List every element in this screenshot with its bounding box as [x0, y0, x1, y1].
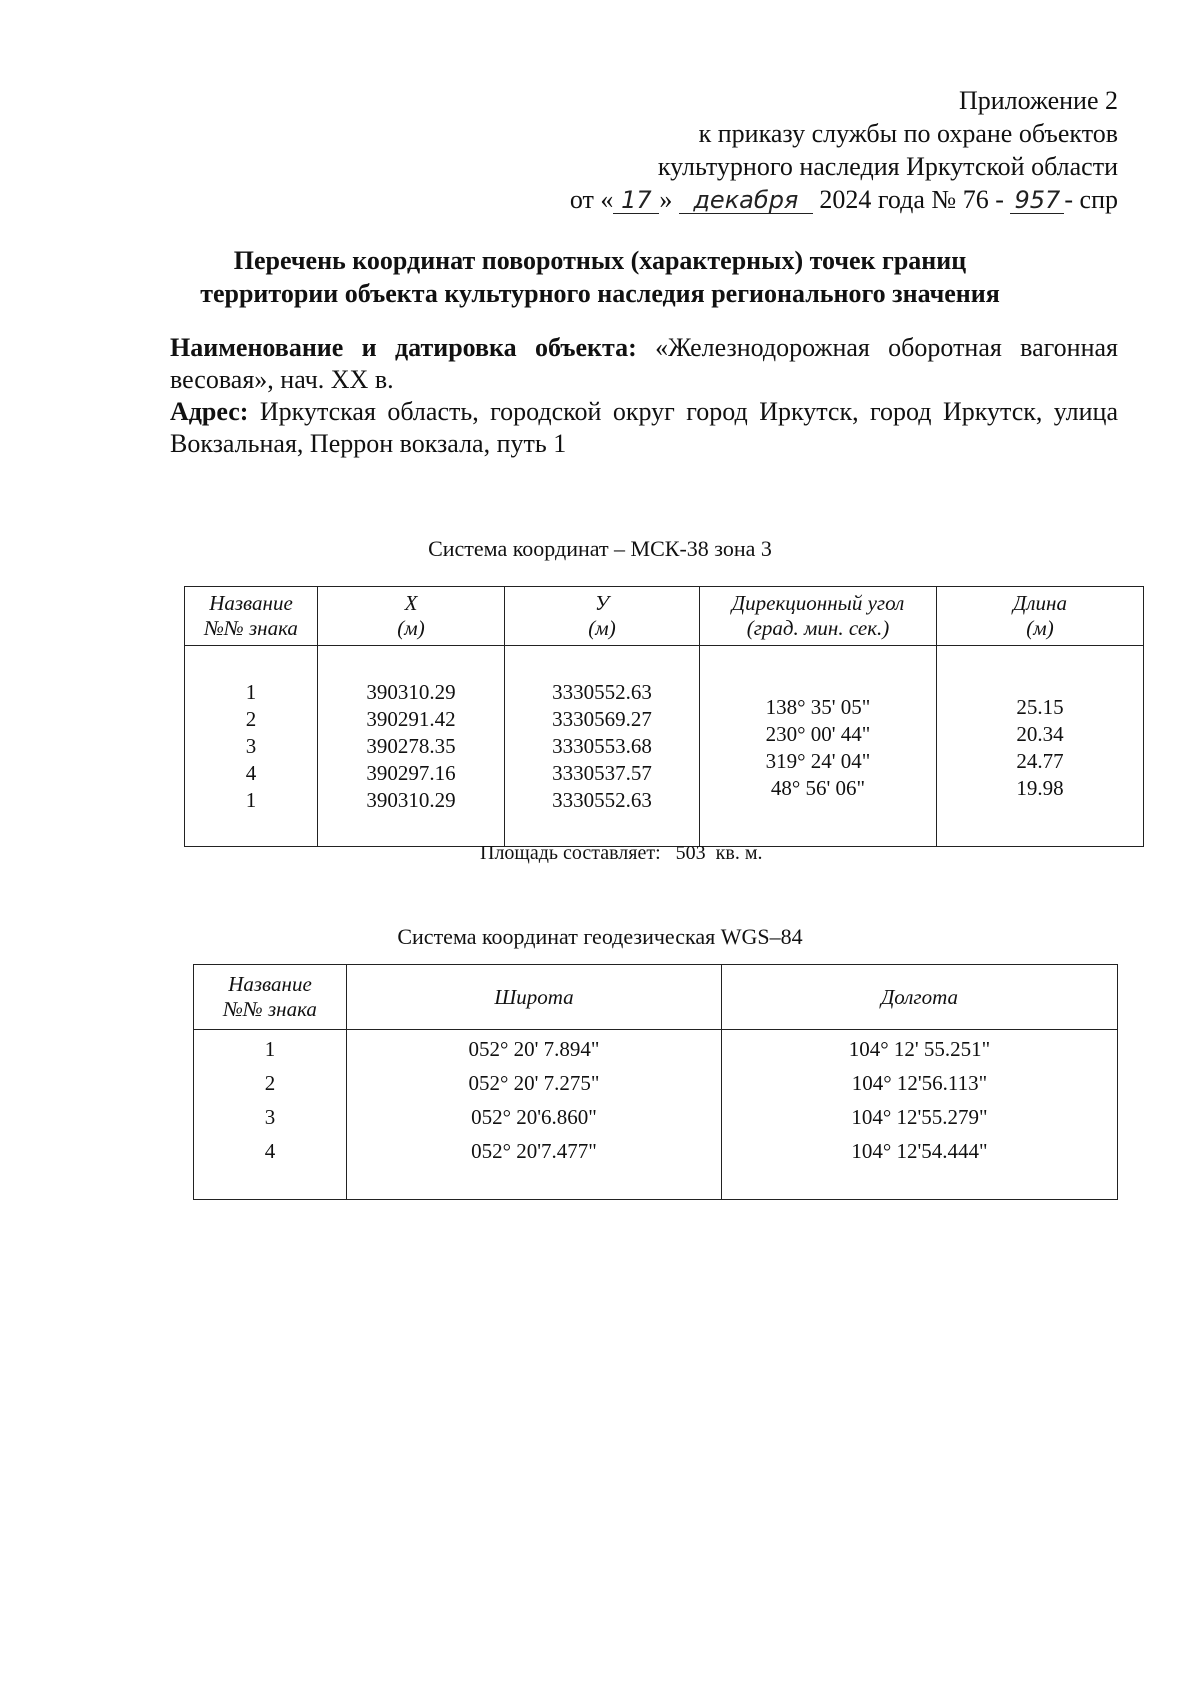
appendix-header — [570, 84, 1118, 216]
document-title — [0, 244, 1200, 310]
table2-caption: Система координат геодезическая WGS–84 — [397, 924, 803, 949]
appendix-date-line — [570, 183, 1118, 216]
order-number: 957 — [1010, 187, 1064, 214]
appendix-authority-line: культурного наследия Иркутской области — [657, 152, 1118, 181]
date-year: 2024 года № 76 - — [819, 185, 1004, 214]
date-mid: » — [659, 185, 673, 214]
header-x: X (м) — [318, 587, 505, 646]
table-header-row — [194, 965, 1118, 1030]
latitude-cell: 052° 20' 7.894" 052° 20' 7.275" 052° 20'6.860" 052° 20'7.477" — [347, 1030, 722, 1200]
date-month: декабря — [679, 187, 813, 214]
header-latitude: Широта — [347, 965, 722, 1030]
area-value: 503 — [675, 842, 706, 864]
object-name-value: «Железнодорожная оборотная вагонная весовая», нач. XX в. — [170, 333, 1118, 394]
object-name-label: Наименование и датировка объекта: — [170, 333, 637, 362]
table-header-row — [185, 587, 1144, 646]
header-longitude: Долгота — [722, 965, 1118, 1030]
date-day: 17 — [613, 187, 659, 214]
x-values-cell: 390310.29 390291.42 390278.35 390297.16 390310.29 — [318, 646, 505, 847]
header-point-name: Название №№ знака — [185, 587, 318, 646]
area-statement — [480, 842, 762, 865]
area-unit: кв. м. — [715, 842, 763, 864]
table1-caption: Система координат – МСК-38 зона 3 — [428, 536, 772, 561]
angles-cell: 138° 35' 05" 230° 00' 44" 319° 24' 04" 48° 56' 06" — [700, 646, 937, 847]
header-point-name: Название №№ знака — [194, 965, 347, 1030]
object-address-value: Иркутская область, городской округ город Иркутск, город Иркутск, улица Вокзальная, Перрон вокзала, путь 1 — [170, 397, 1119, 458]
header-direction-angle: Дирекционный угол (град. мин. сек.) — [700, 587, 937, 646]
table-row — [185, 646, 1144, 847]
object-info — [170, 332, 1118, 460]
object-address-label: Адрес: — [170, 397, 249, 426]
date-prefix: от « — [569, 185, 614, 214]
point-names-cell: 1 2 3 4 1 — [185, 646, 318, 847]
y-values-cell: 3330552.63 3330569.27 3330553.68 3330537.57 3330552.63 — [505, 646, 700, 847]
object-address-paragraph — [170, 396, 1118, 460]
table-row — [194, 1030, 1118, 1200]
object-name-paragraph — [170, 332, 1118, 396]
title-line-2: территории объекта культурного наследия регионального значения — [200, 279, 1000, 308]
msk38-coordinates-table — [184, 586, 1144, 847]
header-length: Длина (м) — [937, 587, 1144, 646]
wgs84-coordinates-table — [193, 964, 1118, 1200]
header-y: У (м) — [505, 587, 700, 646]
lengths-cell: 25.15 20.34 24.77 19.98 — [937, 646, 1144, 847]
appendix-order-line: к приказу службы по охране объектов — [698, 119, 1118, 148]
order-suffix: - спр — [1064, 185, 1118, 214]
point-names-cell: 1 2 3 4 — [194, 1030, 347, 1200]
area-label: Площадь составляет: — [480, 842, 661, 864]
longitude-cell: 104° 12' 55.251" 104° 12'56.113" 104° 12'55.279" 104° 12'54.444" — [722, 1030, 1118, 1200]
appendix-title: Приложение 2 — [958, 86, 1118, 115]
title-line-1: Перечень координат поворотных (характерных) точек границ — [233, 246, 967, 275]
